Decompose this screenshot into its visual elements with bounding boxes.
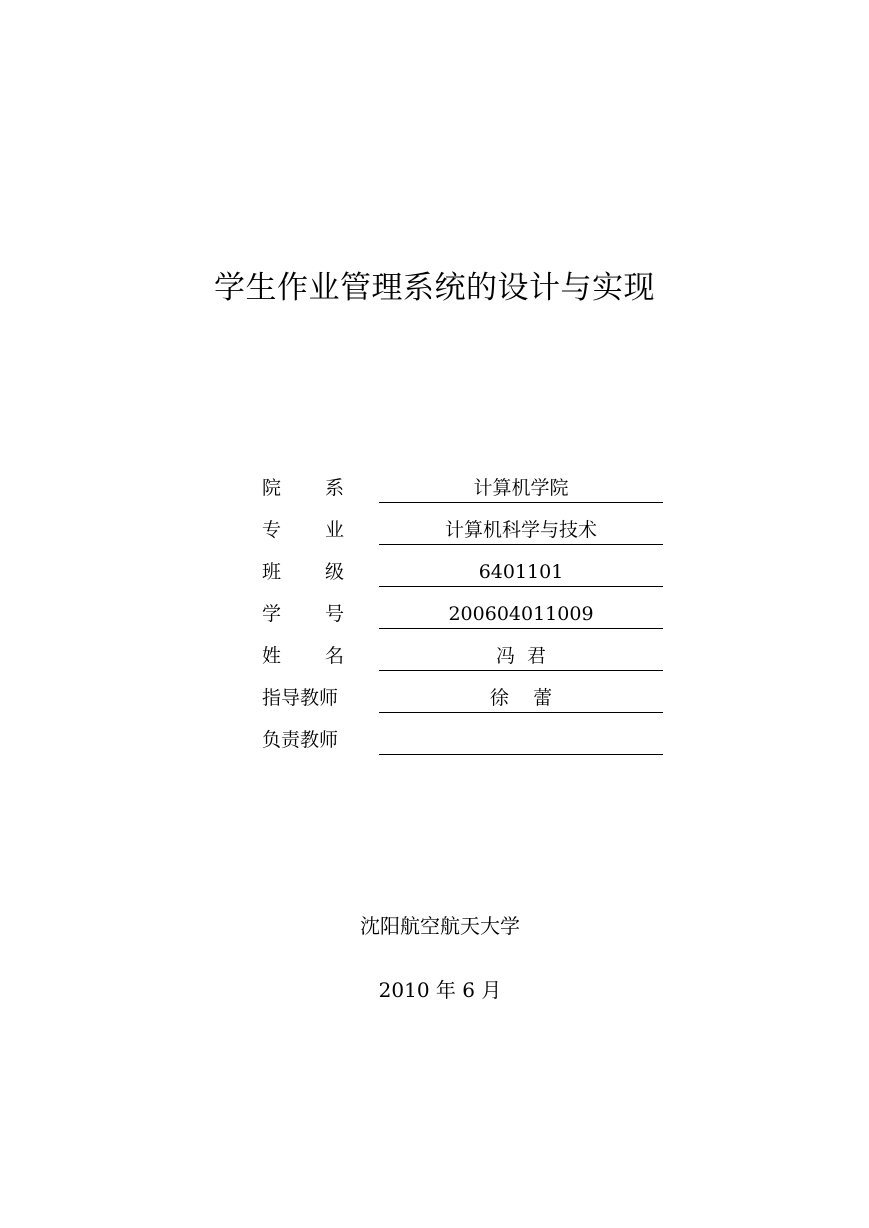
university-name: 沈阳航空航天大学 (360, 914, 520, 938)
info-row-major (262, 512, 664, 554)
label-char: 业 (324, 519, 344, 541)
info-value-name: 冯 君 (379, 644, 663, 671)
info-label (262, 476, 344, 500)
student-info-table (262, 470, 664, 764)
info-label (262, 560, 344, 584)
info-value-responsible-teacher (379, 728, 663, 755)
label-char: 号 (324, 603, 344, 625)
label-char: 级 (324, 561, 344, 583)
info-label: 指导教师 (262, 687, 339, 709)
info-value-advisor: 徐 蕾 (379, 686, 663, 713)
info-value-class: 6401101 (379, 560, 663, 587)
label-char: 班 (262, 561, 282, 583)
label-char: 学 (262, 603, 282, 625)
info-label (262, 602, 344, 626)
label-char: 系 (324, 477, 344, 499)
submission-date: 2010 年 6 月 (378, 978, 502, 1002)
info-value-student-id: 200604011009 (379, 602, 663, 629)
info-value-major: 计算机科学与技术 (379, 518, 663, 545)
info-label (262, 518, 344, 542)
label-char: 专 (262, 519, 282, 541)
info-row-class (262, 554, 664, 596)
info-row-advisor (262, 680, 664, 722)
info-row-department (262, 470, 664, 512)
label-char: 名 (324, 645, 344, 667)
info-label: 负责教师 (262, 729, 339, 751)
thesis-title: 学生作业管理系统的设计与实现 (214, 270, 655, 306)
info-value-department: 计算机学院 (379, 476, 663, 503)
info-row-name (262, 638, 664, 680)
info-label (262, 644, 344, 668)
info-row-student-id (262, 596, 664, 638)
label-char: 院 (262, 477, 282, 499)
info-row-responsible-teacher (262, 722, 664, 764)
label-char: 姓 (262, 645, 282, 667)
